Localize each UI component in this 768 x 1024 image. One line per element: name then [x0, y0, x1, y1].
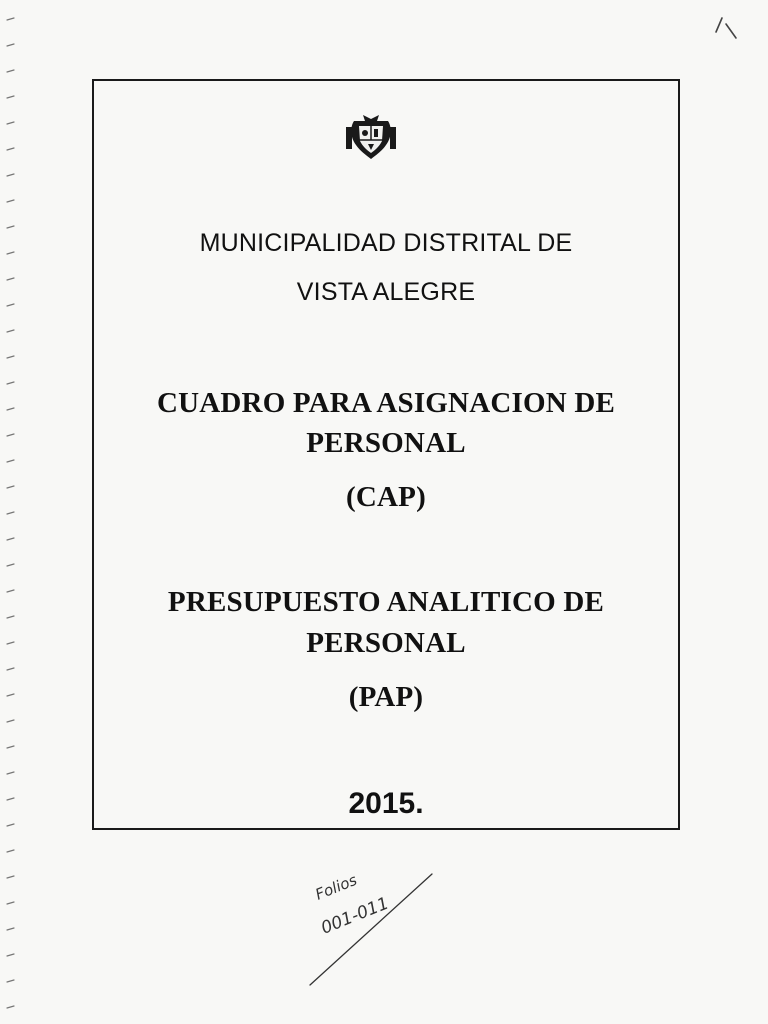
pen-mark: [712, 14, 748, 44]
cap-title-line1: CUADRO PARA ASIGNACION DE: [156, 387, 616, 419]
document-year: 2015.: [348, 787, 424, 820]
pap-abbreviation: (PAP): [348, 681, 424, 713]
cover-frame: [92, 79, 680, 830]
institution-name-line1: MUNICIPALIDAD DISTRITAL DE: [199, 229, 573, 257]
handwritten-folio-note: [300, 860, 450, 990]
cap-title-line2: PERSONAL: [306, 427, 466, 459]
pap-title-line2: PERSONAL: [306, 627, 466, 659]
cap-abbreviation: (CAP): [346, 481, 426, 513]
institution-name-line2: VISTA ALEGRE: [296, 278, 476, 306]
coat-of-arms-icon: [346, 113, 396, 163]
pap-title-line1: PRESUPUESTO ANALITICO DE: [167, 586, 605, 618]
handwritten-folio-range: 001-011: [318, 893, 392, 939]
handwritten-folio-label: Folios: [312, 870, 360, 904]
binding-marks: [4, 0, 24, 1024]
